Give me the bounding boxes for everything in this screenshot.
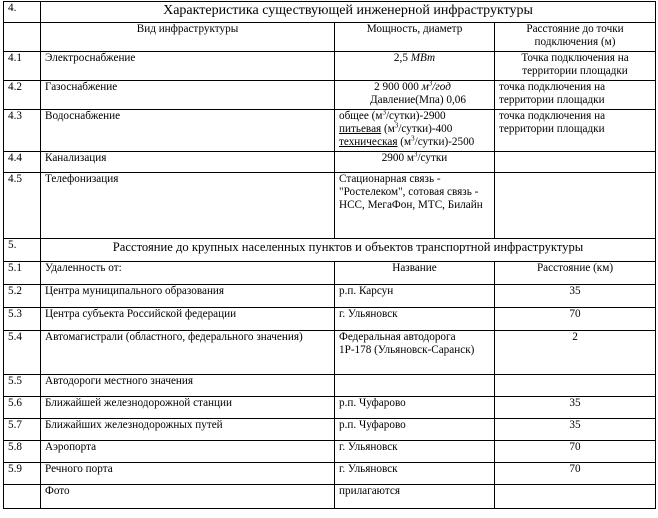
capacity-sup: 3 <box>382 109 386 117</box>
row-label: Автомагистрали (областного, федерального значения) <box>41 331 335 375</box>
row-label: Автодороги местного значения <box>41 375 335 397</box>
header-type: Вид инфраструктуры <box>41 23 335 52</box>
table-row <box>4 375 656 397</box>
table-row <box>4 463 656 485</box>
capacity-pressure: Давление(Мпа) 0,06 <box>370 94 466 106</box>
row-distance: точка подключения на территории площадки <box>495 81 656 110</box>
row-number <box>4 485 41 509</box>
row-number: 4.1 <box>4 52 41 81</box>
capacity-value: 2900 м <box>381 152 414 164</box>
row-distance: точка подключения на территории площадки <box>495 110 656 152</box>
row-capacity <box>335 52 495 81</box>
row-type: Канализация <box>41 152 335 173</box>
capacity-general: общее (м <box>339 110 383 122</box>
table-row <box>4 173 656 239</box>
row-number: 5.3 <box>4 308 41 331</box>
row-label: Центра муниципального образования <box>41 285 335 308</box>
table-row <box>4 397 656 419</box>
header-capacity: Мощность, диаметр <box>335 23 495 52</box>
row-name: Федеральная автодорога 1Р-178 (Ульяновск-Саранск) <box>335 331 495 375</box>
row-number: 5.9 <box>4 463 41 485</box>
table-row <box>4 152 656 173</box>
row-name: г. Ульяновск <box>335 463 495 485</box>
row-label: Аэропорта <box>41 441 335 463</box>
capacity-value: 2,5 <box>393 52 411 64</box>
table-row <box>4 52 656 81</box>
row-number: 5.1 <box>4 262 41 285</box>
row-distance: 35 <box>495 397 656 419</box>
header-label: Удаленность от: <box>41 262 335 285</box>
capacity-unit: МВт <box>410 52 436 64</box>
capacity-unit-sup: 3 <box>428 80 433 88</box>
row-distance <box>495 375 656 397</box>
row-type: Водоснабжение <box>41 110 335 152</box>
row-number: 5.2 <box>4 285 41 308</box>
table-row <box>4 285 656 308</box>
row-number: 5.6 <box>4 397 41 419</box>
capacity-technical-value: /сутки)-2500 <box>414 136 475 148</box>
row-type: Телефонизация <box>41 173 335 239</box>
row-name: р.п. Карсун <box>335 285 495 308</box>
capacity-sup: 3 <box>411 134 415 143</box>
capacity-drinking-word: питьевая <box>339 123 382 135</box>
capacity-drinking-value: /сутки)-400 <box>398 123 453 135</box>
row-name <box>335 375 495 397</box>
row-type: Газоснабжение <box>41 81 335 110</box>
row-label: Фото <box>41 485 335 509</box>
capacity-general-value: /сутки)-2900 <box>385 110 446 122</box>
row-distance: 2 <box>495 331 656 375</box>
table-row <box>4 419 656 441</box>
row-name: р.п. Чуфарово <box>335 397 495 419</box>
row-distance: 70 <box>495 441 656 463</box>
row-label: Ближайшей железнодорожной станции <box>41 397 335 419</box>
row-name: прилагаются <box>335 485 495 509</box>
row-distance: 70 <box>495 308 656 331</box>
section5-header-row <box>4 262 656 285</box>
section4-header-row <box>4 23 656 52</box>
row-name: р.п. Чуфарово <box>335 419 495 441</box>
section4-title: Характеристика существующей инженерной инфраструктуры <box>41 2 656 23</box>
row-number: 5.5 <box>4 375 41 397</box>
row-capacity: Стационарная связь - "Ростелеком", сотовая связь - НСС, МегаФон, МТС, Билайн <box>335 173 495 239</box>
row-capacity <box>335 110 495 152</box>
section5-title-row <box>4 239 656 262</box>
row-label: Центра субъекта Российской федерации <box>41 308 335 331</box>
table-row <box>4 485 656 509</box>
row-name: г. Ульяновск <box>335 441 495 463</box>
row-number: 5.7 <box>4 419 41 441</box>
capacity-unit-tail: /год <box>432 81 451 93</box>
capacity-drinking: (м <box>381 123 395 135</box>
capacity-technical: (м <box>397 136 412 148</box>
row-distance: Точка подключения на территории площадки <box>495 52 656 81</box>
row-distance <box>495 485 656 509</box>
row-distance: 35 <box>495 419 656 441</box>
capacity-unit: м <box>421 81 429 93</box>
section4-title-row <box>4 2 656 23</box>
row-distance <box>495 152 656 173</box>
table-row <box>4 308 656 331</box>
header-empty-cell <box>4 23 41 52</box>
capacity-technical-word: техническая <box>339 136 398 148</box>
row-type: Электроснабжение <box>41 52 335 81</box>
row-number: 5.4 <box>4 331 41 375</box>
row-name: г. Ульяновск <box>335 308 495 331</box>
capacity-value: 2 900 000 <box>374 81 422 93</box>
row-number: 4.4 <box>4 152 41 173</box>
row-number: 5.8 <box>4 441 41 463</box>
row-distance: 35 <box>495 285 656 308</box>
section5-number: 5. <box>4 239 41 262</box>
row-capacity <box>335 81 495 110</box>
section4-number: 4. <box>4 2 41 23</box>
table-row <box>4 110 656 152</box>
row-label: Ближайших железнодорожных путей <box>41 419 335 441</box>
row-number: 4.2 <box>4 81 41 110</box>
row-label: Речного порта <box>41 463 335 485</box>
infrastructure-table <box>3 1 656 509</box>
header-name: Название <box>335 262 495 285</box>
row-capacity <box>335 152 495 173</box>
capacity-sup: 3 <box>413 151 418 159</box>
row-distance: 70 <box>495 463 656 485</box>
section5-title: Расстояние до крупных населенных пунктов и объектов транспортной инфраструктуры <box>41 239 656 262</box>
table-row <box>4 331 656 375</box>
row-number: 4.3 <box>4 110 41 152</box>
header-distance: Расстояние до точки подключения (м) <box>495 23 656 52</box>
header-distance: Расстояние (км) <box>495 262 656 285</box>
row-number: 4.5 <box>4 173 41 239</box>
table-row <box>4 81 656 110</box>
table-row <box>4 441 656 463</box>
capacity-unit: /сутки <box>417 152 448 164</box>
row-distance <box>495 173 656 239</box>
capacity-sup: 3 <box>394 121 399 130</box>
